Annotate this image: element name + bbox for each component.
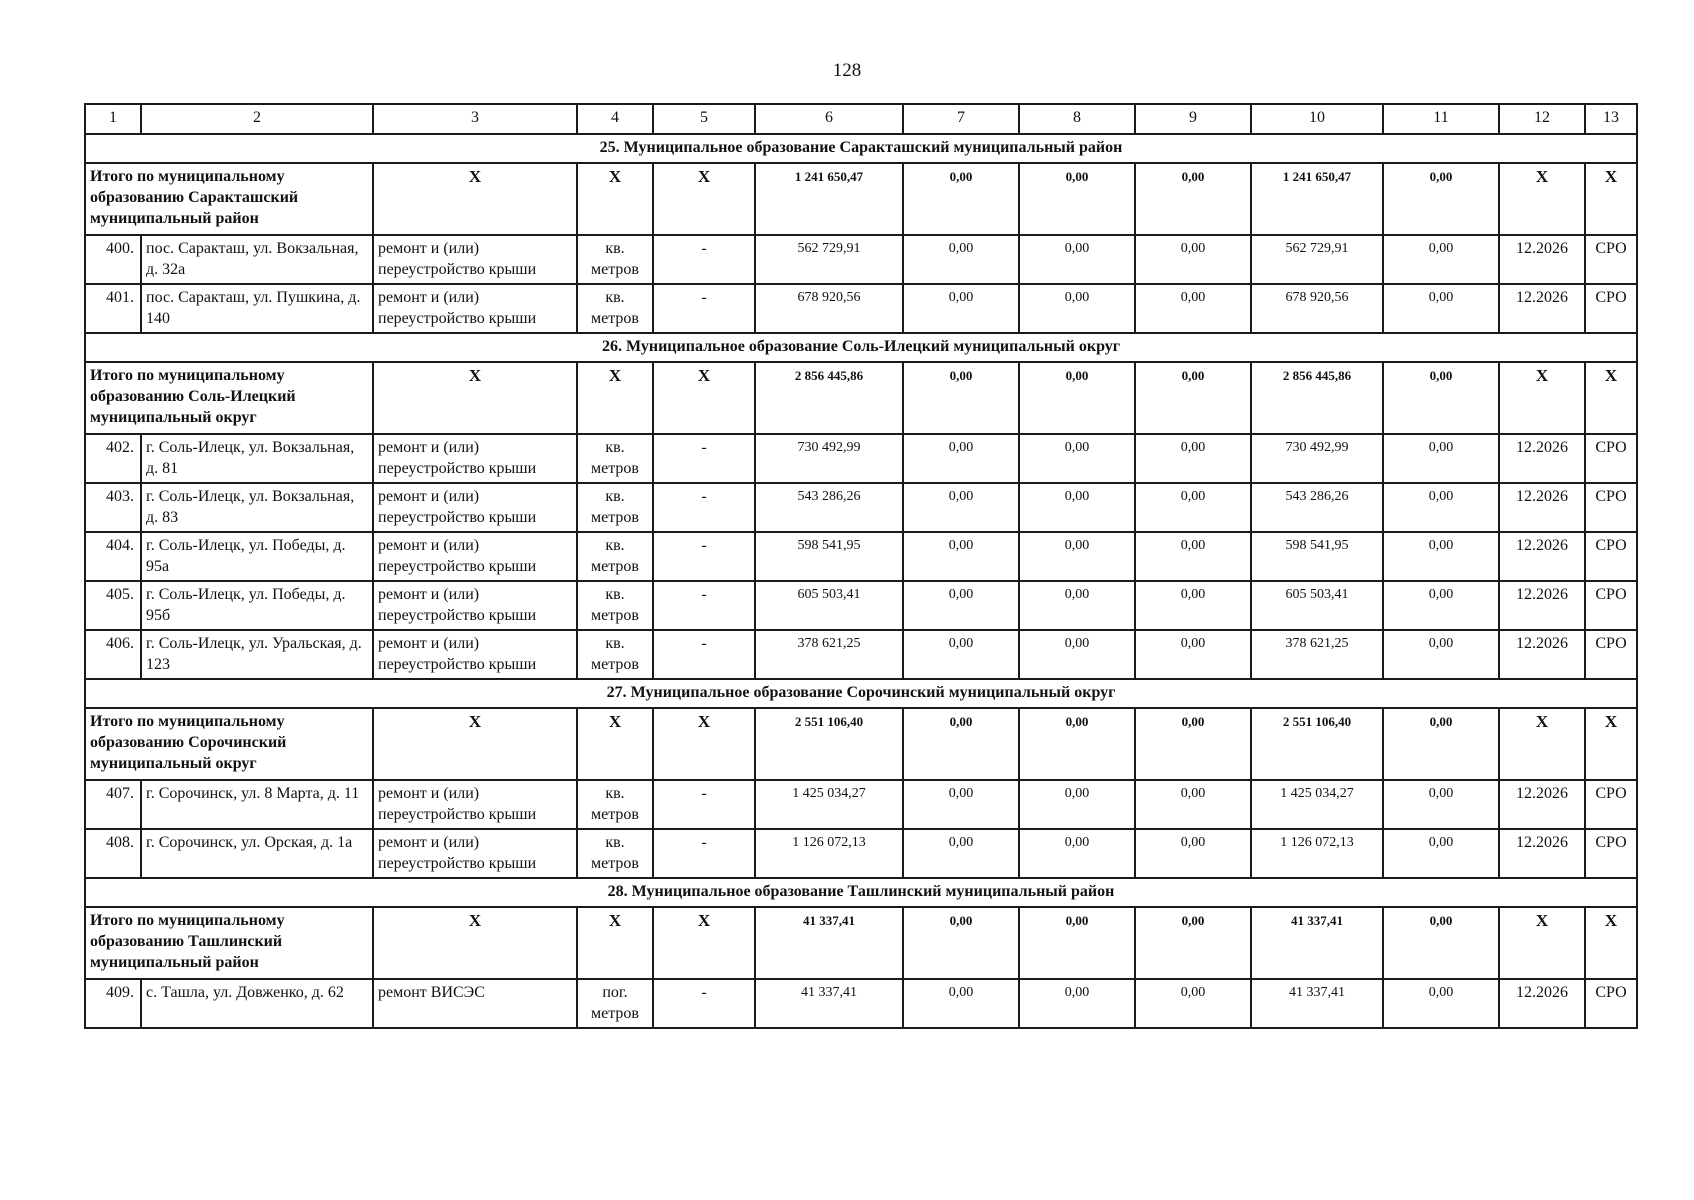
row-number: 401. (85, 284, 141, 333)
total-c10: 2 551 106,40 (1251, 708, 1383, 780)
section-total-row (85, 907, 1637, 979)
row-c8: 0,00 (1019, 434, 1135, 483)
row-c9: 0,00 (1135, 284, 1251, 333)
row-c10: 41 337,41 (1251, 979, 1383, 1028)
row-c6: 543 286,26 (755, 483, 903, 532)
row-c6: 378 621,25 (755, 630, 903, 679)
row-c10: 598 541,95 (1251, 532, 1383, 581)
row-unit: кв. метров (577, 532, 653, 581)
column-number-cell: 6 (755, 104, 903, 134)
table-row (85, 581, 1637, 630)
row-c8: 0,00 (1019, 284, 1135, 333)
row-c5: - (653, 483, 755, 532)
total-label: Итого по муниципальному образованию Сорочинский муниципальный округ (85, 708, 373, 780)
total-c11: 0,00 (1383, 907, 1499, 979)
row-unit: кв. метров (577, 483, 653, 532)
row-work-type: ремонт и (или) переустройство крыши (373, 581, 577, 630)
section-title: 28. Муниципальное образование Ташлинский муниципальный район (85, 878, 1637, 907)
row-c9: 0,00 (1135, 630, 1251, 679)
row-address: г. Сорочинск, ул. 8 Марта, д. 11 (141, 780, 373, 829)
section-total-row (85, 708, 1637, 780)
row-number: 406. (85, 630, 141, 679)
column-number-cell: 5 (653, 104, 755, 134)
row-c11: 0,00 (1383, 483, 1499, 532)
row-c7: 0,00 (903, 532, 1019, 581)
table-row (85, 284, 1637, 333)
column-number-row (85, 104, 1637, 134)
row-work-type: ремонт и (или) переустройство крыши (373, 630, 577, 679)
row-c13: СРО (1585, 483, 1637, 532)
row-c5: - (653, 780, 755, 829)
capital-repair-table (84, 103, 1638, 1029)
section-title-row (85, 134, 1637, 163)
total-c10: 41 337,41 (1251, 907, 1383, 979)
total-c11: 0,00 (1383, 163, 1499, 235)
table-body (85, 104, 1637, 1028)
row-c5: - (653, 979, 755, 1028)
row-c5: - (653, 235, 755, 284)
row-c12: 12.2026 (1499, 630, 1585, 679)
total-c8: 0,00 (1019, 907, 1135, 979)
total-c12: X (1499, 907, 1585, 979)
section-title: 27. Муниципальное образование Сорочинский муниципальный округ (85, 679, 1637, 708)
row-work-type: ремонт и (или) переустройство крыши (373, 434, 577, 483)
row-c12: 12.2026 (1499, 581, 1585, 630)
row-c8: 0,00 (1019, 979, 1135, 1028)
row-c10: 730 492,99 (1251, 434, 1383, 483)
row-c12: 12.2026 (1499, 532, 1585, 581)
row-c6: 562 729,91 (755, 235, 903, 284)
total-c3: X (373, 708, 577, 780)
row-unit: кв. метров (577, 235, 653, 284)
section-title-row (85, 679, 1637, 708)
row-c13: СРО (1585, 434, 1637, 483)
table-row (85, 532, 1637, 581)
total-c8: 0,00 (1019, 362, 1135, 434)
total-c4: X (577, 907, 653, 979)
column-number-cell: 7 (903, 104, 1019, 134)
section-total-row (85, 362, 1637, 434)
row-c12: 12.2026 (1499, 829, 1585, 878)
row-c12: 12.2026 (1499, 483, 1585, 532)
row-c10: 543 286,26 (1251, 483, 1383, 532)
section-total-row (85, 163, 1637, 235)
total-c9: 0,00 (1135, 708, 1251, 780)
total-c13: X (1585, 907, 1637, 979)
row-work-type: ремонт и (или) переустройство крыши (373, 284, 577, 333)
row-c8: 0,00 (1019, 780, 1135, 829)
total-c5: X (653, 163, 755, 235)
row-c9: 0,00 (1135, 434, 1251, 483)
row-c13: СРО (1585, 581, 1637, 630)
row-address: пос. Саракташ, ул. Пушкина, д. 140 (141, 284, 373, 333)
row-unit: кв. метров (577, 284, 653, 333)
row-c8: 0,00 (1019, 829, 1135, 878)
total-c5: X (653, 907, 755, 979)
row-c7: 0,00 (903, 284, 1019, 333)
total-label: Итого по муниципальному образованию Ташлинский муниципальный район (85, 907, 373, 979)
row-address: г. Сорочинск, ул. Орская, д. 1а (141, 829, 373, 878)
row-c5: - (653, 284, 755, 333)
row-number: 404. (85, 532, 141, 581)
total-c7: 0,00 (903, 163, 1019, 235)
row-work-type: ремонт и (или) переустройство крыши (373, 483, 577, 532)
row-c13: СРО (1585, 780, 1637, 829)
section-title-row (85, 333, 1637, 362)
row-number: 407. (85, 780, 141, 829)
row-c9: 0,00 (1135, 780, 1251, 829)
row-c7: 0,00 (903, 434, 1019, 483)
row-c10: 1 425 034,27 (1251, 780, 1383, 829)
total-label: Итого по муниципальному образованию Соль-Илецкий муниципальный округ (85, 362, 373, 434)
row-number: 405. (85, 581, 141, 630)
total-c9: 0,00 (1135, 163, 1251, 235)
total-c11: 0,00 (1383, 708, 1499, 780)
row-number: 409. (85, 979, 141, 1028)
table-row (85, 483, 1637, 532)
total-c3: X (373, 362, 577, 434)
row-number: 403. (85, 483, 141, 532)
row-c11: 0,00 (1383, 780, 1499, 829)
row-c13: СРО (1585, 630, 1637, 679)
row-c6: 1 126 072,13 (755, 829, 903, 878)
row-c7: 0,00 (903, 780, 1019, 829)
total-c3: X (373, 163, 577, 235)
row-c8: 0,00 (1019, 630, 1135, 679)
row-c5: - (653, 829, 755, 878)
total-c4: X (577, 163, 653, 235)
total-c8: 0,00 (1019, 163, 1135, 235)
total-c9: 0,00 (1135, 907, 1251, 979)
row-address: г. Соль-Илецк, ул. Уральская, д. 123 (141, 630, 373, 679)
section-title-row (85, 878, 1637, 907)
row-c5: - (653, 581, 755, 630)
total-c12: X (1499, 362, 1585, 434)
row-c11: 0,00 (1383, 630, 1499, 679)
column-number-cell: 11 (1383, 104, 1499, 134)
row-c6: 41 337,41 (755, 979, 903, 1028)
row-c11: 0,00 (1383, 434, 1499, 483)
row-c7: 0,00 (903, 829, 1019, 878)
row-c7: 0,00 (903, 235, 1019, 284)
row-c10: 378 621,25 (1251, 630, 1383, 679)
row-c7: 0,00 (903, 483, 1019, 532)
row-c6: 678 920,56 (755, 284, 903, 333)
section-title: 26. Муниципальное образование Соль-Илецкий муниципальный округ (85, 333, 1637, 362)
total-label: Итого по муниципальному образованию Саракташский муниципальный район (85, 163, 373, 235)
total-c7: 0,00 (903, 708, 1019, 780)
column-number-cell: 2 (141, 104, 373, 134)
table-row (85, 235, 1637, 284)
row-c8: 0,00 (1019, 235, 1135, 284)
row-c8: 0,00 (1019, 532, 1135, 581)
row-address: г. Соль-Илецк, ул. Победы, д. 95а (141, 532, 373, 581)
row-c11: 0,00 (1383, 532, 1499, 581)
total-c4: X (577, 708, 653, 780)
row-c9: 0,00 (1135, 581, 1251, 630)
total-c12: X (1499, 163, 1585, 235)
row-work-type: ремонт и (или) переустройство крыши (373, 780, 577, 829)
total-c6: 1 241 650,47 (755, 163, 903, 235)
row-work-type: ремонт ВИСЭС (373, 979, 577, 1028)
table-row (85, 630, 1637, 679)
row-unit: кв. метров (577, 434, 653, 483)
row-c13: СРО (1585, 979, 1637, 1028)
row-c13: СРО (1585, 284, 1637, 333)
row-c12: 12.2026 (1499, 780, 1585, 829)
row-c11: 0,00 (1383, 235, 1499, 284)
column-number-cell: 4 (577, 104, 653, 134)
column-number-cell: 1 (85, 104, 141, 134)
column-number-cell: 9 (1135, 104, 1251, 134)
row-c10: 605 503,41 (1251, 581, 1383, 630)
table-row (85, 434, 1637, 483)
total-c11: 0,00 (1383, 362, 1499, 434)
row-c6: 730 492,99 (755, 434, 903, 483)
total-c10: 1 241 650,47 (1251, 163, 1383, 235)
row-c12: 12.2026 (1499, 979, 1585, 1028)
total-c13: X (1585, 163, 1637, 235)
row-number: 400. (85, 235, 141, 284)
row-c9: 0,00 (1135, 532, 1251, 581)
row-c6: 605 503,41 (755, 581, 903, 630)
row-c6: 1 425 034,27 (755, 780, 903, 829)
total-c7: 0,00 (903, 907, 1019, 979)
row-c7: 0,00 (903, 581, 1019, 630)
total-c13: X (1585, 708, 1637, 780)
row-c10: 678 920,56 (1251, 284, 1383, 333)
row-c8: 0,00 (1019, 581, 1135, 630)
row-address: с. Ташла, ул. Довженко, д. 62 (141, 979, 373, 1028)
row-unit: кв. метров (577, 780, 653, 829)
total-c9: 0,00 (1135, 362, 1251, 434)
table-row (85, 829, 1637, 878)
row-unit: кв. метров (577, 581, 653, 630)
total-c7: 0,00 (903, 362, 1019, 434)
table-row (85, 780, 1637, 829)
row-c5: - (653, 532, 755, 581)
column-number-cell: 12 (1499, 104, 1585, 134)
row-c6: 598 541,95 (755, 532, 903, 581)
total-c6: 41 337,41 (755, 907, 903, 979)
row-number: 408. (85, 829, 141, 878)
row-c11: 0,00 (1383, 581, 1499, 630)
row-address: г. Соль-Илецк, ул. Вокзальная, д. 81 (141, 434, 373, 483)
total-c6: 2 856 445,86 (755, 362, 903, 434)
row-address: пос. Саракташ, ул. Вокзальная, д. 32а (141, 235, 373, 284)
row-c11: 0,00 (1383, 284, 1499, 333)
row-c9: 0,00 (1135, 235, 1251, 284)
row-c7: 0,00 (903, 630, 1019, 679)
total-c13: X (1585, 362, 1637, 434)
row-unit: кв. метров (577, 829, 653, 878)
row-address: г. Соль-Илецк, ул. Вокзальная, д. 83 (141, 483, 373, 532)
total-c4: X (577, 362, 653, 434)
row-number: 402. (85, 434, 141, 483)
row-address: г. Соль-Илецк, ул. Победы, д. 95б (141, 581, 373, 630)
row-c12: 12.2026 (1499, 284, 1585, 333)
total-c5: X (653, 362, 755, 434)
row-work-type: ремонт и (или) переустройство крыши (373, 829, 577, 878)
column-number-cell: 10 (1251, 104, 1383, 134)
row-c7: 0,00 (903, 979, 1019, 1028)
column-number-cell: 3 (373, 104, 577, 134)
row-c11: 0,00 (1383, 829, 1499, 878)
row-c9: 0,00 (1135, 979, 1251, 1028)
row-c11: 0,00 (1383, 979, 1499, 1028)
table-row (85, 979, 1637, 1028)
row-c13: СРО (1585, 829, 1637, 878)
row-c13: СРО (1585, 532, 1637, 581)
row-unit: кв. метров (577, 630, 653, 679)
row-c12: 12.2026 (1499, 235, 1585, 284)
total-c5: X (653, 708, 755, 780)
row-c9: 0,00 (1135, 829, 1251, 878)
row-c5: - (653, 434, 755, 483)
total-c3: X (373, 907, 577, 979)
row-work-type: ремонт и (или) переустройство крыши (373, 532, 577, 581)
total-c8: 0,00 (1019, 708, 1135, 780)
row-c8: 0,00 (1019, 483, 1135, 532)
column-number-cell: 13 (1585, 104, 1637, 134)
row-c5: - (653, 630, 755, 679)
total-c12: X (1499, 708, 1585, 780)
page-number: 128 (832, 60, 862, 81)
total-c10: 2 856 445,86 (1251, 362, 1383, 434)
row-c9: 0,00 (1135, 483, 1251, 532)
row-unit: пог. метров (577, 979, 653, 1028)
section-title: 25. Муниципальное образование Саракташский муниципальный район (85, 134, 1637, 163)
row-c12: 12.2026 (1499, 434, 1585, 483)
row-c10: 562 729,91 (1251, 235, 1383, 284)
row-work-type: ремонт и (или) переустройство крыши (373, 235, 577, 284)
total-c6: 2 551 106,40 (755, 708, 903, 780)
column-number-cell: 8 (1019, 104, 1135, 134)
row-c10: 1 126 072,13 (1251, 829, 1383, 878)
row-c13: СРО (1585, 235, 1637, 284)
